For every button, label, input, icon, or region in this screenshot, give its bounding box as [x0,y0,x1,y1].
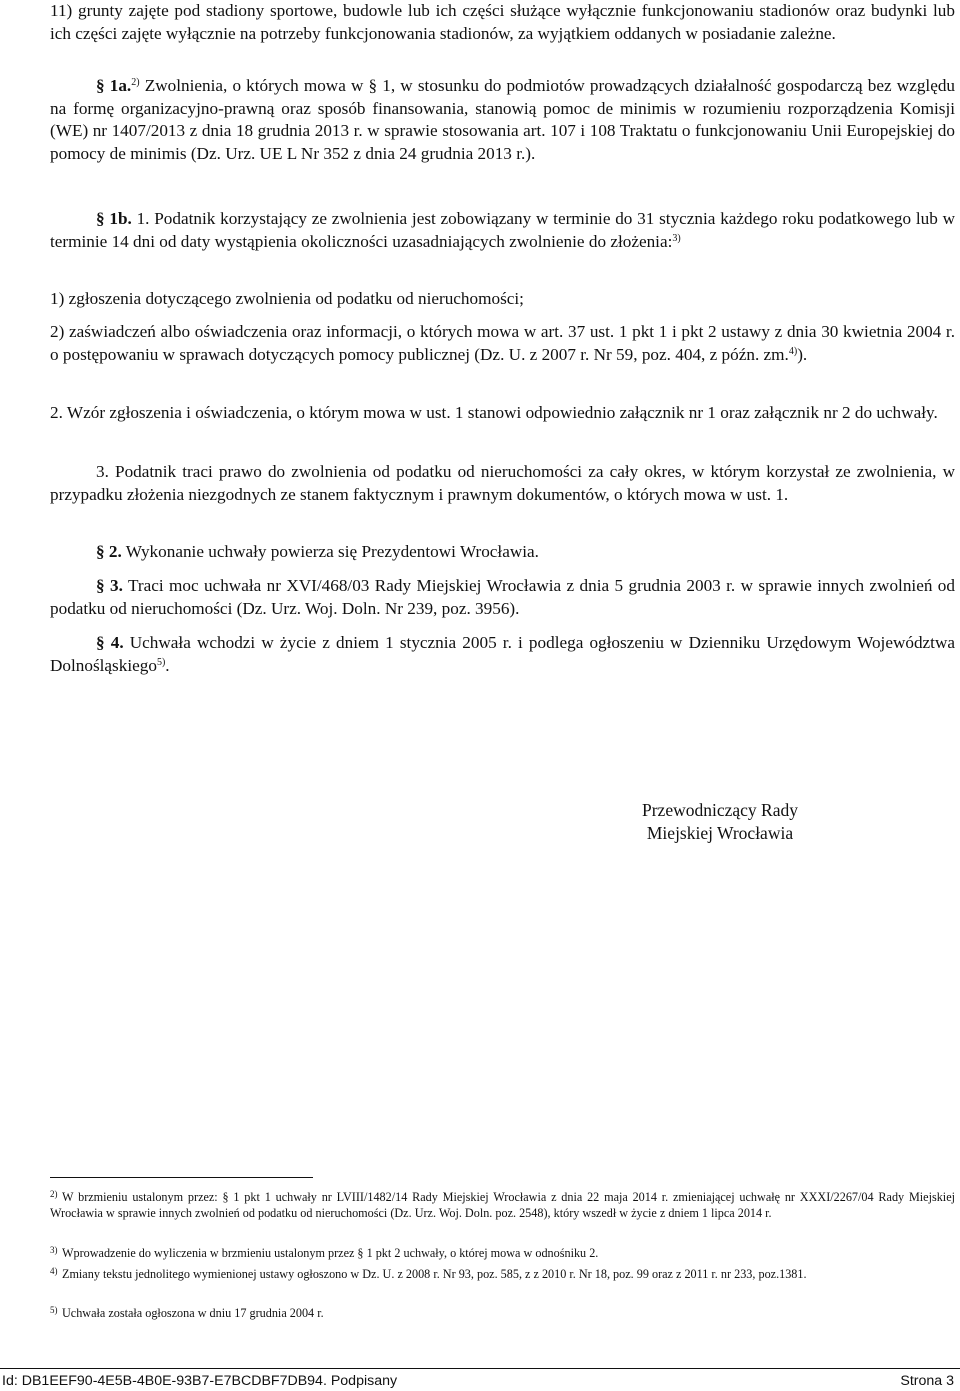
footnote-ref-3: 3) [672,232,681,244]
section-2-text: Wykonanie uchwały powierza się Prezydentowi Wrocławia. [121,542,539,561]
paragraph-ust-2 [50,402,955,425]
list-item-2-text: 2) zaświadczeń albo oświadczenia oraz informacji, o których mowa w art. 37 ust. 1 pkt 1 i pkt 2 ustawy z dnia 30 kwietnia 2004 r. o postępowaniu w sprawach dotyczących pomocy publicznej (Dz. U. z 2007 r. Nr 59, poz. 404, z późn. zm. [50,322,955,364]
section-4-label: § 4. [96,633,124,652]
signature-line-2: Miejskiej Wrocławia [646,823,794,843]
section-1a-label: § 1a. [96,76,132,95]
footnote-4: 4) Zmiany tekstu jednolitego wymienionej ustawy ogłoszono w Dz. U. z 2008 r. Nr 93, poz. 585, z z 2010 r. Nr 18, poz. 99 oraz z 2011 r. nr 233, poz.1381. [50,1266,807,1281]
list-item-2-end: ). [797,344,808,364]
item-11-text: 11) grunty zajęte pod stadiony sportowe, budowle lub ich części służące wyłącznie funkcjonowaniu stadionów oraz budynki lub ich części zajęte wyłącznie na potrzeby funkcjonowania stadionów, za wyjątkiem oddanych w posiadanie zależne. [50,1,955,43]
section-3-text: Traci moc uchwała nr XVI/468/03 Rady Miejskiej Wrocławia z dnia 5 grudnia 2003 r. w sprawie innych zwolnień od podatku od nieruchomości (Dz. Urz. Woj. Doln. Nr 239, poz. 3956). [50,576,955,618]
footnote-5-text: Uchwała została ogłoszona w dniu 17 grudnia 2004 r. [62,1306,324,1320]
paragraph-section-2 [50,541,955,564]
list-item-2 [50,321,955,366]
section-1b-label: § 1b. [96,209,132,228]
section-1a-text: Zwolnienia, o których mowa w § 1, w stosunku do podmiotów prowadzących działalność gospodarczą bez względu na formę organizacyjno-prawną oraz sposób finansowania, stanowią pomoc de minimis w rozumieniu rozporządzenia Komisji (WE) nr 1407/2013 z dnia 18 grudnia 2013 r. w sprawie stosowania art. 107 i 108 Traktatu o funkcjonowaniu Unii Europejskiej do pomocy de minimis (Dz. Urz. UE L Nr 352 z dnia 24 grudnia 2013 r.). [50,76,956,163]
footnote-ref-2: 2) [131,77,140,88]
section-1b-text: 1. Podatnik korzystający ze zwolnienia jest zobowiązany w terminie do 31 stycznia każdego roku podatkowego lub w terminie 14 dni od daty wystąpienia okoliczności uzasadniających zwolnienie do złożenia: [50,209,955,251]
footnote-ref-4: 4) [788,345,798,357]
section-2-label: § 2. [96,542,122,561]
paragraph-section-4 [50,632,955,677]
footnote-2-text: W brzmieniu ustalonym przez: § 1 pkt 1 uchwały nr LVIII/1482/14 Rady Miejskiej Wrocławia z dnia 22 maja 2014 r. zmieniającej uchwałę nr XXXI/2267/04 Rady Miejskiej Wrocławia w sprawie innych zwolnień od podatku od nieruchomości (Dz. Urz. Woj. Doln. poz. 2548), który wszedł w życie z dniem 1 lipca 2014 r. [50,1190,955,1220]
signature-line-1: Przewodniczący Rady [642,800,798,820]
paragraph-1a [50,75,955,165]
list-item-1-text: 1) zgłoszenia dotyczącego zwolnienia od podatku od nieruchomości; [50,289,524,308]
footnote-5: 5) Uchwała została ogłoszona w dniu 17 grudnia 2004 r. [50,1305,324,1320]
list-item-1 [50,288,955,311]
paragraph-ust-3 [50,461,955,506]
footer-separator [0,1368,960,1369]
document-id: Id: DB1EEF90-4E5B-4B0E-93B7-E7BCDBF7DB94. Podpisany [2,1373,398,1389]
footnote-3: 3) Wprowadzenie do wyliczenia w brzmieniu ustalonym przez § 1 pkt 2 uchwały, o której mowa w odnośniku 2. [50,1245,599,1260]
footnote-2: 2) W brzmieniu ustalonym przez: § 1 pkt 1 uchwały nr LVIII/1482/14 Rady Miejskiej Wrocławia z dnia 22 maja 2014 r. zmieniającej uchwałę nr XXXI/2267/04 Rady Miejskiej Wrocławia w sprawie innych zwolnień od podatku od nieruchomości (Dz. Urz. Woj. Doln. poz. 2548), który wszedł w życie z dniem 1 lipca 2014 r. [50,1189,955,1220]
section-3-label: § 3. [96,576,123,595]
paragraph-1b [50,208,955,253]
footnote-4-text: Zmiany tekstu jednolitego wymienionej ustawy ogłoszono w Dz. U. z 2008 r. Nr 93, poz. 585, z z 2010 r. Nr 18, poz. 99 oraz z 2011 r. nr 233, poz.1381. [62,1267,807,1281]
footnote-separator [50,1177,313,1178]
section-4-end: . [165,655,170,675]
footnote-ref-5: 5) [156,656,166,668]
footnote-3-text: Wprowadzenie do wyliczenia w brzmieniu ustalonym przez § 1 pkt 2 uchwały, o której mowa w odnośniku 2. [62,1246,599,1260]
page-number: Strona 3 [900,1373,954,1389]
section-4-text: Uchwała wchodzi w życie z dniem 1 stycznia 2005 r. i podlega ogłoszeniu w Dzienniku Urzędowym Województwa Dolnośląskiego [50,633,955,675]
ust-2-text: 2. Wzór zgłoszenia i oświadczenia, o którym mowa w ust. 1 stanowi odpowiednio załącznik nr 1 oraz załącznik nr 2 do uchwały. [50,403,938,422]
paragraph-item-11 [50,0,955,45]
paragraph-section-3 [50,575,955,620]
ust-3-text: 3. Podatnik traci prawo do zwolnienia od podatku od nieruchomości za cały okres, w którym korzystał ze zwolnienia, w przypadku złożenia niezgodnych ze stanem faktycznym i prawnym dokumentów, o których mowa w ust. 1. [50,462,955,504]
